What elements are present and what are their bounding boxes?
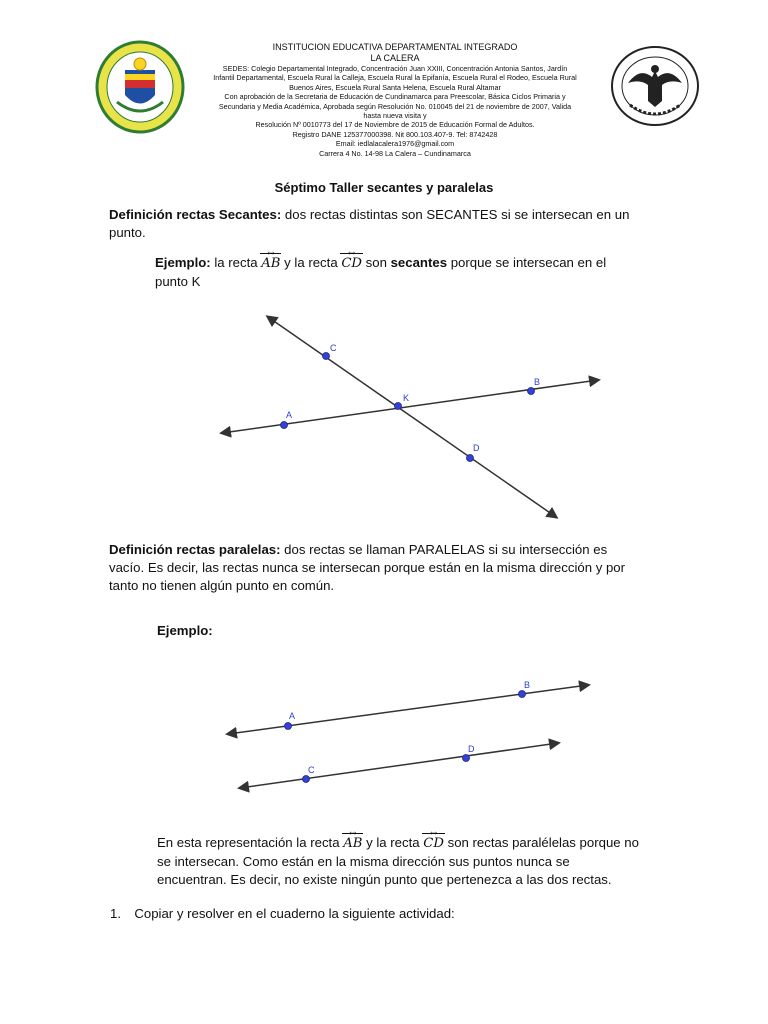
label-a: A xyxy=(289,711,296,721)
line-cd-notation: CD ↔ xyxy=(423,835,444,853)
point-d xyxy=(467,455,474,462)
paralelas-explanation xyxy=(157,834,697,889)
institution-town: LA CALERA xyxy=(370,53,420,63)
header-line: Carrera 4 No. 14-98 La Calera – Cundinamarca xyxy=(319,148,471,158)
activity-item xyxy=(110,905,455,923)
school-crest-icon xyxy=(95,40,185,135)
line-cd-notation: CD ↔ xyxy=(341,255,362,273)
paralelas-text: dos rectas se llaman PARALELAS si su intersección es xyxy=(280,542,608,557)
label-k: K xyxy=(403,393,410,403)
line-ab xyxy=(228,685,588,734)
header-line: Buenos Aires, Escuela Rural Santa Helena, Escuela Rural Altamar xyxy=(289,82,501,92)
header-line: Infantil Departamental, Escuela Rural la Calleja, Escuela Rural la Epifanía, Escuela Rural el Rodeo, Escuela Rural xyxy=(213,73,577,83)
label-d: D xyxy=(468,744,475,754)
point-d xyxy=(463,755,470,762)
secantes-label: Definición rectas Secantes: xyxy=(109,207,282,222)
header-line: Resolución Nº 0010773 del 17 de Noviembre de 2015 de Educación Formal de Adultos. xyxy=(255,120,535,130)
line-ab-notation: AB ↔ xyxy=(343,835,362,853)
page-title: Séptimo Taller secantes y paralelas xyxy=(274,180,494,195)
explanation-text-2: se intersecan. Como están en la misma dirección sus puntos nunca se xyxy=(157,854,570,869)
secantes-definition xyxy=(109,206,669,242)
institution-name: INSTITUCION EDUCATIVA DEPARTAMENTAL INTEGRADO xyxy=(272,42,518,52)
example-label: Ejemplo: xyxy=(155,255,211,270)
header-line: hasta nueva visita y xyxy=(363,111,427,121)
example-bold: secantes xyxy=(390,255,448,270)
line-ab-notation: AB ↔ xyxy=(261,255,280,273)
paralelas-text-3: tanto no tienen algún punto en común. xyxy=(109,578,335,593)
example-text: punto K xyxy=(155,274,201,289)
line-cd xyxy=(268,317,556,517)
activity-number: 1. xyxy=(110,906,121,921)
secantes-text-2: punto. xyxy=(109,225,146,240)
example-text: porque se intersecan en el xyxy=(447,255,607,270)
example-text: son xyxy=(362,255,391,270)
example-text: y la recta xyxy=(280,255,342,270)
label-a: A xyxy=(286,410,293,420)
secantes-text: dos rectas distintas son SECANTES si se intersecan en un xyxy=(281,207,630,222)
point-c xyxy=(303,776,310,783)
line-ab xyxy=(222,380,598,433)
label-c: C xyxy=(330,343,337,353)
header-line: Email: iedlalacalera1976@gmail.com xyxy=(335,139,455,149)
explanation-text: y la recta xyxy=(362,835,424,850)
explanation-text: En esta representación la recta xyxy=(157,835,344,850)
header-line: SEDES: Colegio Departamental Integrado, Concentración Juan XXIII, Concentración Antonia Santos, Jardín xyxy=(222,64,568,73)
institution-header xyxy=(200,42,590,158)
paralelas-text-2: vacío. Es decir, las rectas nunca se intersecan porque están en la misma dirección y por xyxy=(109,560,626,575)
label-b: B xyxy=(524,680,531,690)
label-b: B xyxy=(534,377,541,387)
paralelas-example-label: Ejemplo: xyxy=(157,623,213,638)
secant-lines-diagram xyxy=(210,305,610,525)
paralelas-label: Definición rectas paralelas: xyxy=(109,542,281,557)
parallel-lines-diagram xyxy=(220,672,600,797)
eagle-seal-logo xyxy=(610,45,700,127)
explanation-text: son rectas paralélelas porque no xyxy=(443,835,639,850)
point-b xyxy=(528,388,535,395)
point-b xyxy=(519,691,526,698)
explanation-text-3: encuentran. Es decir, no existe ningún punto que pertenezca a las dos rectas. xyxy=(157,872,612,887)
paralelas-definition xyxy=(109,541,679,595)
point-k xyxy=(395,403,402,410)
header-line: Con aprobación de la Secretaria de Educación de Cundinamarca para Preescolar, Básica Ciclos Primaria y xyxy=(224,92,566,102)
school-crest-logo xyxy=(95,40,185,135)
point-c xyxy=(323,353,330,360)
point-a xyxy=(285,723,292,730)
header-line: Secundaria y Media Académica, Aprobada según Resolución No. 010045 del 21 de noviembre de 2007, Valida xyxy=(218,101,572,111)
eagle-seal-icon xyxy=(610,45,700,127)
point-a xyxy=(281,422,288,429)
secantes-example xyxy=(155,254,655,291)
example-text: la recta xyxy=(210,255,262,270)
label-c: C xyxy=(308,765,315,775)
activity-text: Copiar y resolver en el cuaderno la siguiente actividad: xyxy=(134,906,455,921)
line-cd xyxy=(240,743,558,788)
header-line: Registro DANE 125377000398. Nit 800.103.407-9. Tel: 8742428 xyxy=(292,129,498,139)
label-d: D xyxy=(473,443,480,453)
